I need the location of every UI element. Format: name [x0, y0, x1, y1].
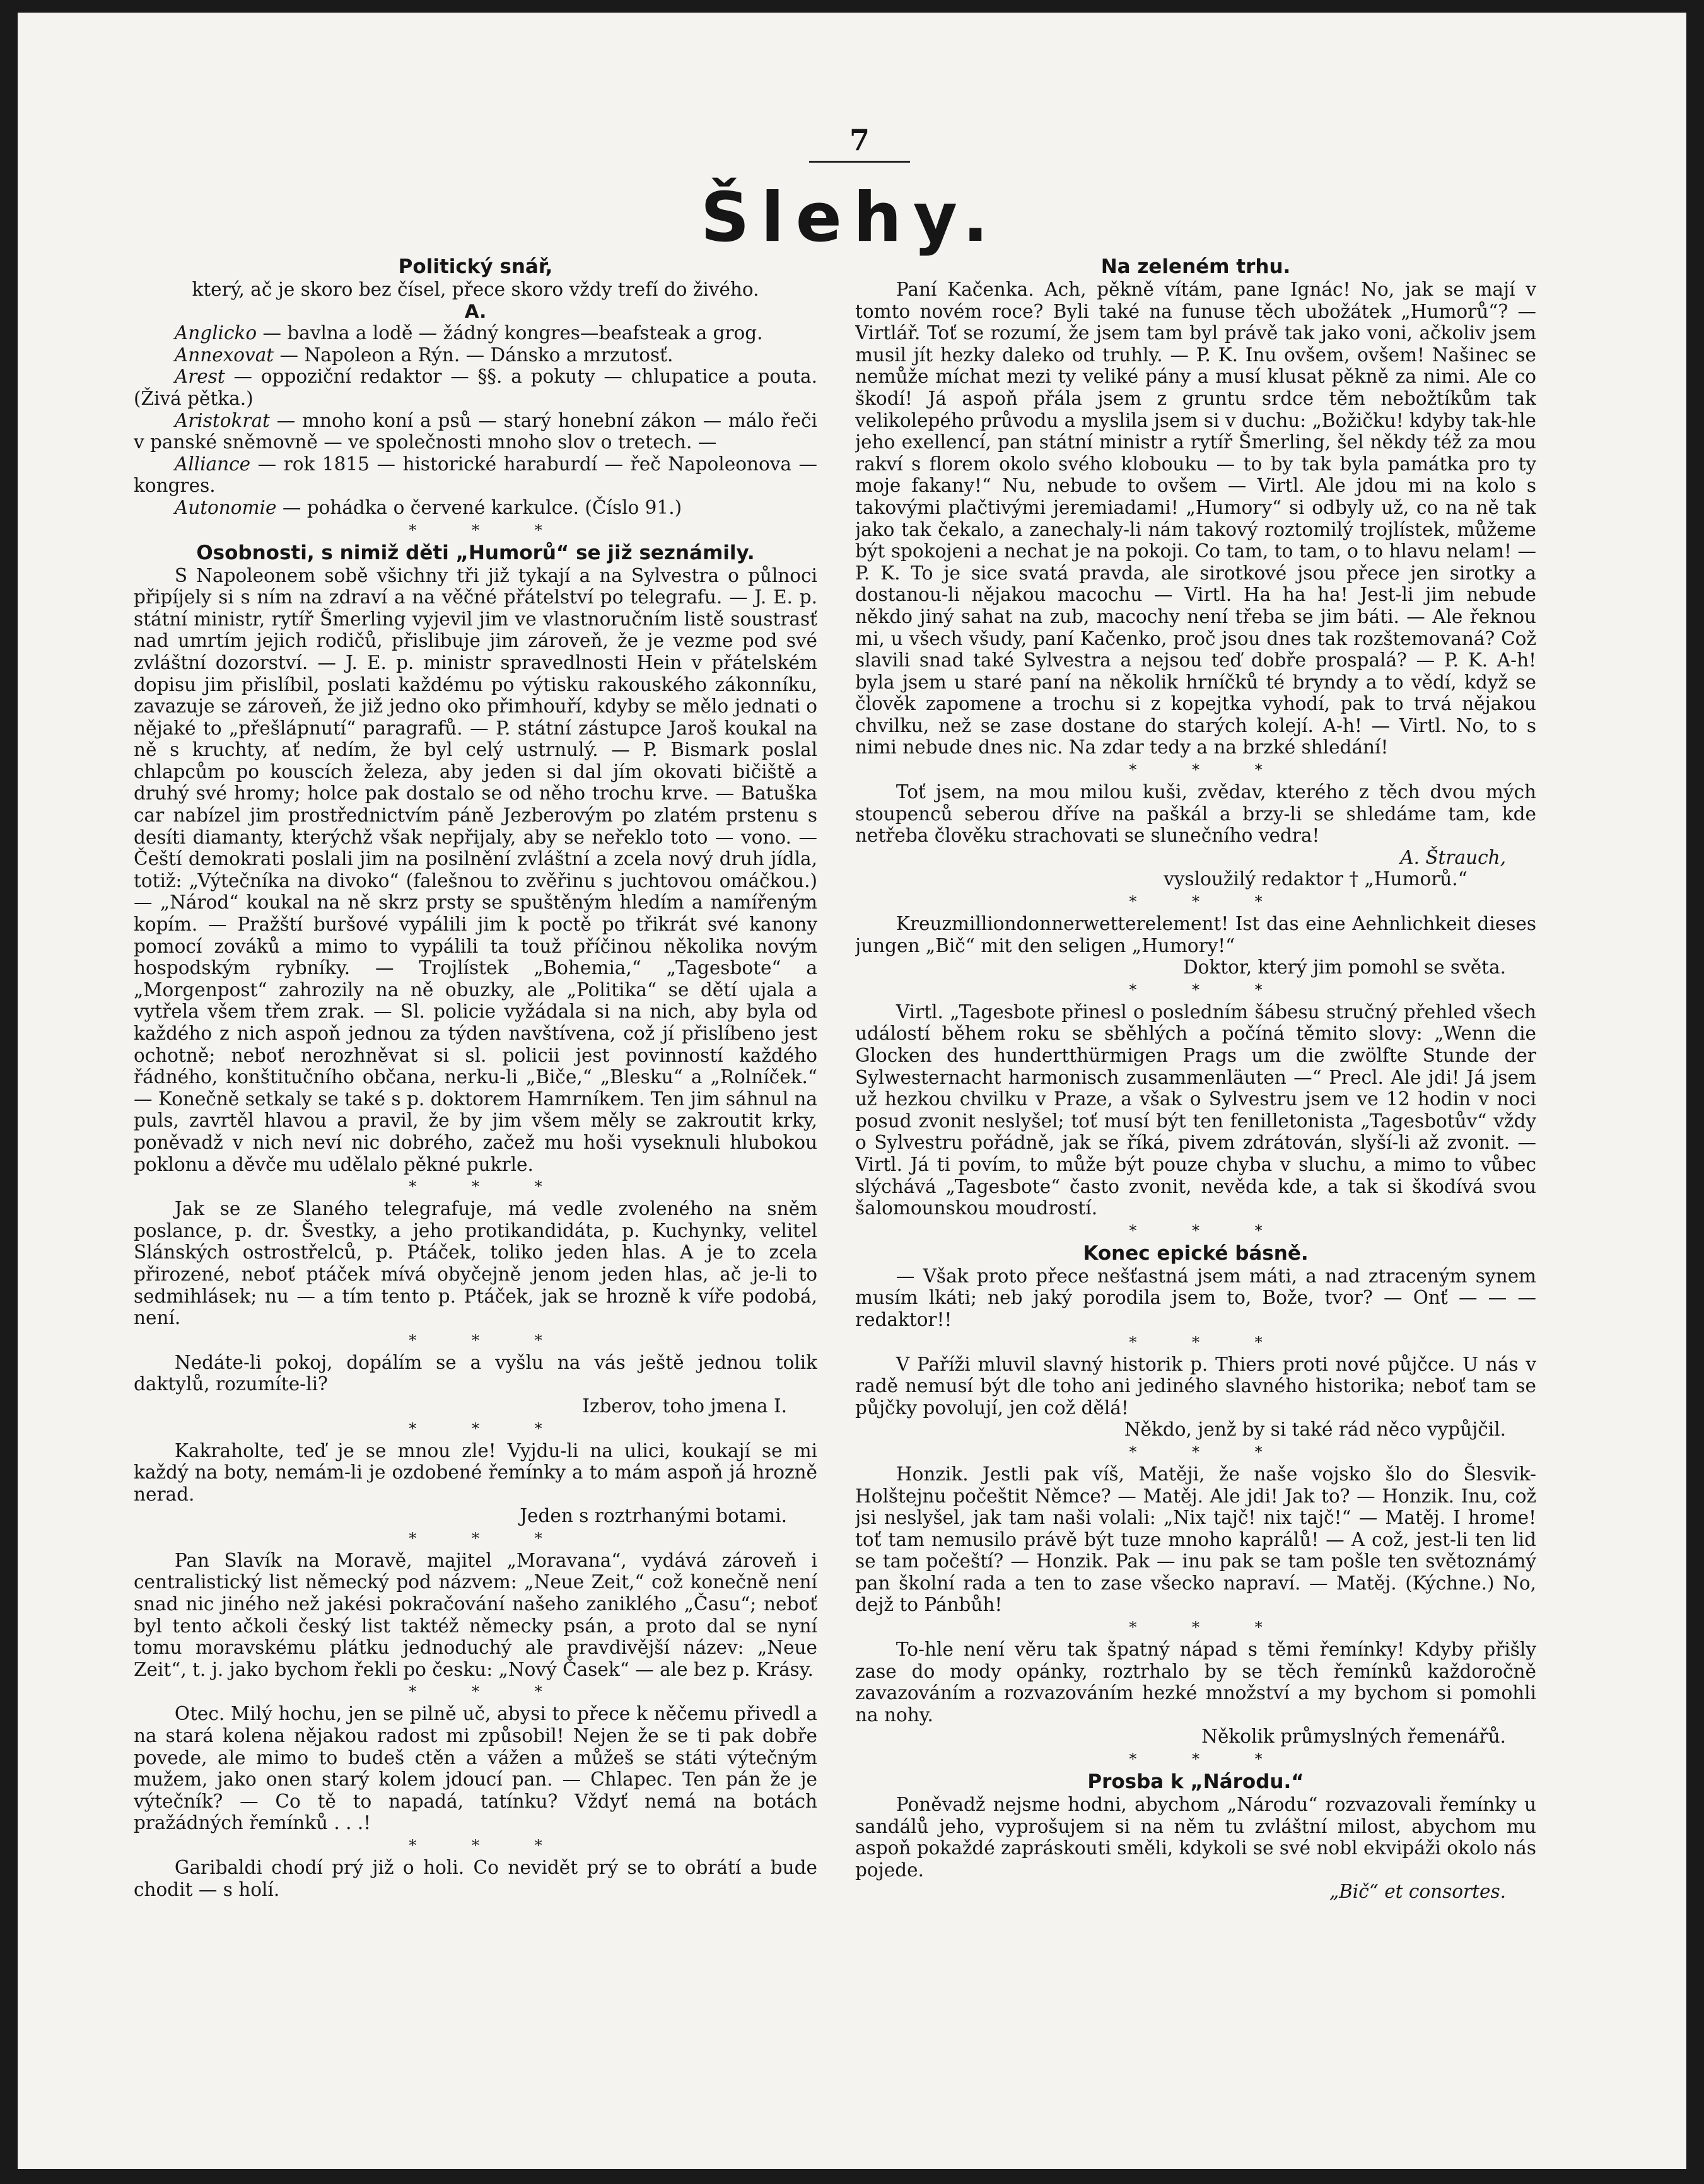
dream-entry: Anglicko — bavlna a lodě — žádný kongres—beafsteak a grog.	[174, 322, 763, 344]
strauch-text: Toť jsem, na mou milou kuši, zvědav, kterého z těch dvou mých stoupenců seberou dříve na paškál a brzy-li se shledáme tam, kde netřeba člověku strachovati se slunečního vedra!	[855, 781, 1536, 847]
personalities-text: S Napoleonem sobě všichny tři již tykají a na Sylvestra o půlnoci připíjely si s ním na zdraví a na věčné přátelství po telegrafu. — J. E. p. státní ministr, rytíř Šmerling vyjevil jim ve vlastnoručním listě soustrasť nad umrtím jejich rodičů, přislibuje jim zároveň, že je vezme pod své zvláštní dozorství. — J. E. p. ministr spravedlnosti Hein v přátelském dopisu jim přislíbil, poslati každému po výtisku rakouského zákonníku, zavazuje se zároveň, že již jedno oko přimhouří, kdyby se mělo jednati o nějaké to „přešlápnutí“ paragrafů. — P. státní zástupce Jaroš koukal na ně s kruchty, ať nedím, že byl celý ustrnulý. — P. Bismark poslal chlapcům po kouscích železa, aby jeden si dal jím okovati bičiště a druhý své hromy; holce pak dostalo se od něho trochu krve. — Batuška car nabízel jim prostřednictvím páně Jezberovým po zlatém prstenu s desíti diamanty, kterýchž však nepřijaly, aby se neřeklo toto — vono. — Čeští demokrati poslali jim na posilnění zvláštní a zcela nový druh jídla, totiž: „Výtečníka na divoko“ (falešnou to zvěřinu s juchtovou omáčkou.) — „Národ“ koukal na ně skrz prsty se spuštěným hledím a namířeným kopím. — Pražští buršové vypálili jim k poctě po třikrát své kanony pomocí zováků a mimo to vypálili ta touž příčinou několika novým hospodským rybníky. — Trojlístek „Bohemia,“ „Tagesbote“ a „Morgenpost“ zahrozily na ně obuzky, ale „Politika“ se dětí ujala a vytřela všem třem zrak. — Sl. policie vyžádala si na nich, aby byla od každého z nich aspoň jednou za týden navštívena, což jí přislíbeno jest ochotně; neboť nerozhněvat si sl. policii jest povinností každého řádného, konštitučního občana, nerku-li „Biče,“ „Blesku“ a „Rolníček.“ — Konečně setkaly se také s p. doktorem Hamrníkem. Ten jim sáhnul na puls, zavrtěl hlavou a pravil, že by jim všem měly se zakroutit krky, poněvadž v nich neví nic dobrého, začež mu hoši vyseknuli hlubokou poklonu a děvče mu udělalo pěkné pukrle.	[134, 564, 817, 1175]
dream-book-title: Politický snář,	[398, 255, 553, 278]
virtl-text: Virtl. „Tagesbote přinesl o posledním šábesu stručný přehled všech událostí během roku se sběhlých a počíná těmito slovy: „Wenn die Glocken des hundertthürmigen Prags um die zwölfte Stunde der Sylwesternacht harmonisch zusammenläuten —“ Precl. Ale jdi! Já jsem už hezkou chvilku v Praze, a však o Sylvestru jsem ve 12 hodin v noci posud zvonit neslyšel; toť musí být ten fenilletonista „Tagesbotův“ vždy o Sylvestru pořádně, jak se říká, pivem zdrátován, slyší-li až zvonit. — Virtl. Já ti povím, to může být pouze chyba v sluchu, a mimo to vůbec slýchává „Tagesbote“ často zvonit, nevěda kde, a tak si škodívá svou šalomounskou moudrostí.	[855, 1001, 1536, 1219]
dream-entry: Autonomie — pohádka o červené karkulce. (Číslo 91.)	[174, 496, 682, 518]
strauch-signature-title: vysloužilý redaktor † „Humorů.“	[1164, 868, 1468, 890]
masthead-title: Šlehy.	[700, 178, 1000, 257]
reminky-text: To-hle není věru tak špatný nápad s těmi řemínky! Kdyby přišly zase do mody opánky, roztrhalo by se těch řemínků každoročně zavazováním a rozvazováním hezké množství a my bychom si pomohli na nohy.	[855, 1639, 1536, 1726]
section-stars: * * *	[1129, 761, 1288, 779]
thiers-text: V Paříži mluvil slavný historik p. Thiers proti nové půjčce. U nás v radě nemusí být dle toho ani jediného slavného historika; neboť tam se půjčky povolují, jen což dělá!	[855, 1353, 1536, 1419]
section-stars: * * *	[1129, 980, 1288, 999]
section-stars: * * *	[1129, 1333, 1288, 1351]
right-column	[855, 255, 1536, 2134]
market-title: Na zeleném trhu.	[1100, 255, 1291, 278]
dream-entry: Alliance — rok 1815 — historické haraburdí — řeč Napoleonova — kongres.	[134, 453, 817, 497]
section-stars: * * *	[1129, 1750, 1288, 1769]
section-stars: * * *	[409, 1419, 568, 1438]
section-stars: * * *	[1129, 1618, 1288, 1637]
epic-title: Konec epické básně.	[1083, 1241, 1309, 1265]
kakraholte-signature: Jeden s roztrhanými botami.	[520, 1505, 787, 1527]
section-stars: * * *	[409, 1331, 568, 1349]
dactyl-text: Nedáte-li pokoj, dopálím se a vyšlu na vás ještě jednou tolik daktylů, rozumíte-li?	[134, 1351, 817, 1395]
section-stars: * * *	[409, 1837, 568, 1854]
section-stars: * * *	[1129, 1443, 1288, 1461]
dream-entry: Arest — oppoziční redaktor — §§. a pokuty — chlupatice a pouta. (Živá pětka.)	[134, 366, 817, 409]
slany-text: Jak se ze Slaného telegrafuje, má vedle zvoleného na sněm poslance, p. dr. Švestky, a jeho protikandidáta, p. Kuchynky, velitel Slánských ostrostřelců, p. Ptáček, toliko jeden hlas. A je to zcela přirozené, neboť ptáček mívá obyčejně jenom jeden hlas, ač je-li to sedmihlásek; nu — a tím tento p. Ptáček, jak se hrozně k víře podobá, není.	[134, 1198, 817, 1329]
kakraholte-text: Kakraholte, teď je se mnou zle! Vyjdu-li na ulici, koukají se mi každý na boty, nemám-li je ozdobené řemínky a to mám aspoň já hrozně nerad.	[134, 1439, 817, 1505]
dream-entry: Annexovat — Napoleon a Rýn. — Dánsko a mrzutosť.	[174, 344, 674, 366]
market-text: Paní Kačenka. Ach, pěkně vítám, pane Ignác! No, jak se mají v tomto novém roce? Byli také na funuse těch ubožátek „Humorů“? — Virtlář. Toť se rozumí, že jsem tam byl právě tak jako voni, ačkoliv jsem musil jít hezky daleko od truhly. — P. K. Inu ovšem, ovšem! Našinec se nemůže míchat mezi ty veliké pány a musí klusat pěkně za nimi. Ale co škodí! Já aspoň přála jsem z gruntu srdce těm nebožtíkům tak velikolepého průvodu a myslila jsem si v duchu: „Božičku! kdyby tak-hle jeho exellencí, pan státní ministr a rytíř Šmerling, šel někdy též za mou rakví s florem okolo svého klobouku — to by tak byla památka pro ty moje fakany!“ Nu, nebude to ovšem — Virtl. Ale jdou mi na kolo s takovými plačtivými jeremiadami! „Humory“ si odbyly už, co na ně tak jako tak čekalo, a zanechaly-li nám takový roztomilý trojlístek, můžeme být spokojeni a nechat je na pokoji. Co tam, to tam, o to hlavu nelam! — P. K. To je sice svatá pravda, ale sirotkové jsou přece jen sirotky a dostanou-li nějakou macochu — Virtl. Ha ha ha! Jest-li jim nebude někdo jiný sahat na zub, macochy není třeba se jim báti. — Ale řeknou mi, u všech všudy, paní Kačenko, proč jsou dnes tak rozštemovaná? Což slavili snad také Sylvestra a nejsou teď dobře prospalá? — P. K. A-h! byla jsem u staré paní na několik hrníčků té bryndy a to vědí, když se člověk zapomene a trochu si z kopejtka vyhodí, pak to trvá nějakou chvilku, než se zase dostane do starých kolejí. A-h! — Virtl. No, to s nimi nebude dnes nic. Na zdar tedy a na brzké shledání!	[855, 279, 1536, 758]
garibaldi-text: Garibaldi chodí prý již o holi. Co nevidět prý se to obrátí a bude chodit — s holí.	[134, 1857, 817, 1900]
request-title: Prosba k „Národu.“	[1087, 1770, 1304, 1794]
dream-entry: Aristokrat — mnoho koní a psů — starý honební zákon — málo řeči v panské sněmovně — ve společnosti mnoho slov o tretech. —	[134, 409, 817, 453]
dream-book-subtitle: který, ač je skoro bez čísel, přece skoro vždy trefí do živého.	[192, 279, 759, 300]
reminky-signature: Několik průmyslných řemenářů.	[1201, 1726, 1506, 1748]
personalities-title: Osobnosti, s nimiž děti „Humorů“ se již seznámily.	[196, 541, 755, 564]
request-text: Poněvadž nejsme hodni, abychom „Národu“ rozvazovali řemínky u sandálů jeho, vyprošujem si na něm tu zvláštní milost, abychom mu aspoň pokaždé zapráskouti směli, kdykoli se své nobl ekvipáži okolo nás pojede.	[855, 1794, 1536, 1881]
page-number: 7	[809, 123, 910, 163]
section-stars: * * *	[1129, 1221, 1288, 1240]
german-text: Kreuzmilliondonnerwetterelement! Ist das eine Aehnlichkeit dieses jungen „Bič“ mit den seligen „Humory!“	[855, 913, 1536, 956]
german-signature: Doktor, který jim pomohl se světa.	[1182, 956, 1506, 979]
epic-text: — Však proto přece nešťastná jsem máti, a nad ztraceným synem musím lkáti; neb jaký porodila jsem to, Bože, tvor? — Onť — — — redaktor!!	[855, 1265, 1536, 1330]
newspaper-page	[18, 13, 1686, 2169]
slavik-text: Pan Slavík na Moravě, majitel „Moravana“, vydává zároveň i centralistický list německý pod názvem: „Neue Zeit,“ což konečně není snad nic jiného než jakési pokračování našeho zaniklého „Času“; neboť byl tento ačkoli český list taktéž německy psán, a proto dal se nyní tomu moravskému plátku jednoduchý ale pravdivější název: „Neue Zeit“, t. j. jako bychom řekli po česku: „Nový Časek“ — ale bez p. Krásy.	[134, 1549, 817, 1680]
left-column	[134, 255, 817, 2134]
section-stars: * * *	[409, 521, 568, 539]
thiers-signature: Někdo, jenž by si také rád něco vypůjčil.	[1124, 1419, 1506, 1441]
request-signature: „Bič“ et consortes.	[1329, 1881, 1506, 1903]
honzik-text: Honzik. Jestli pak víš, Matěji, že naše vojsko šlo do Šlesvik-Holštejnu počeštit Němce? — Matěj. Ale jdi! Jak to? — Honzik. Inu, což jsi neslyšel, jak tam naši volali: „Nix tajč! nix tajč!“ — Matěj. I hrome! toť tam nemusilo právě být tuze mnoho kaprálů! — A což, jest-li ten lid se tam počeští? — Honzik. Pak — inu pak se tam pošle ten světoznámý pan školní rada a ten to zase všecko napraví. — Matěj. (Kýchne.) No, dejž to Pánbůh!	[855, 1463, 1536, 1616]
strauch-signature-name: A. Štrauch,	[1400, 846, 1506, 868]
dactyl-signature: Izberov, toho jmena I.	[582, 1395, 787, 1417]
otec-text: Otec. Milý hochu, jen se pilně uč, abysi to přece k něčemu přivedl a na stará kolena nějakou radost mi způsobil! Nejen že se ti pak dobře povede, ale mimo to budeš ctěn a vážen a můžeš se státi výtečným mužem, jako onen starý kolem jdoucí pan. — Chlapec. Ten pán že je výtečník? — Co tě to napadá, tatínku? Vždyť nemá na botách pražádných řemínků . . .!	[134, 1703, 817, 1834]
section-stars: * * *	[1129, 893, 1288, 911]
section-stars: * * *	[409, 1683, 568, 1701]
section-stars: * * *	[409, 1529, 568, 1547]
dream-book-letter: A.	[464, 300, 487, 322]
section-stars: * * *	[409, 1178, 568, 1196]
